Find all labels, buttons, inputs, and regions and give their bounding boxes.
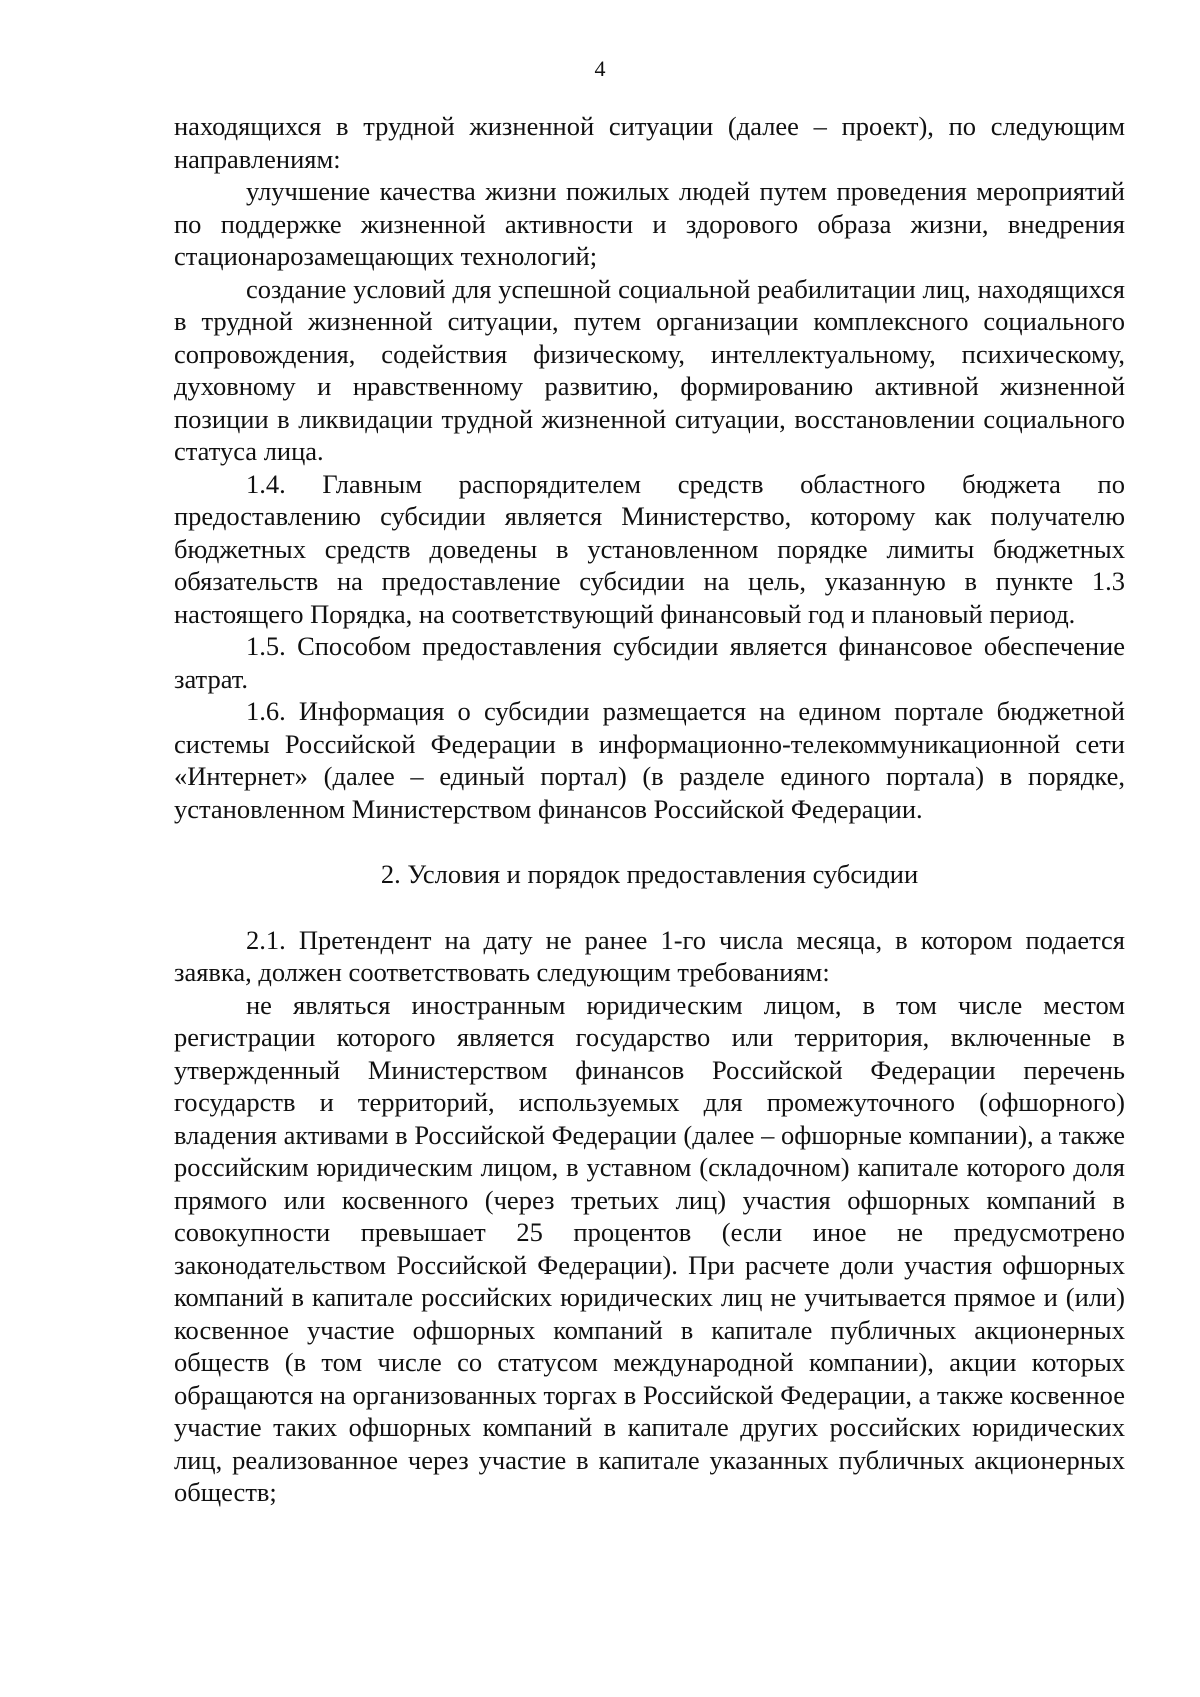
paragraph: улучшение качества жизни пожилых людей путем проведения мероприятий по поддержке жизненной активности и здорового образа жизни, внедрения стационарозамещающих технологий; — [174, 176, 1125, 271]
paragraph: находящихся в трудной жизненной ситуации (далее – проект), по следующим направлениям: — [174, 111, 1125, 174]
page-number: 4 — [594, 56, 606, 81]
paragraph: 1.6. Информация о субсидии размещается на едином портале бюджетной системы Российской Федерации в информационно-телекоммуникационной сети «Интернет» (далее – единый портал) (в разделе единого портала) в порядке, установленном Министерством финансов Российской Федерации. — [174, 696, 1125, 824]
paragraph: 2.1. Претендент на дату не ранее 1-го числа месяца, в котором подается заявка, должен соответствовать следующим требованиям: — [174, 924, 1125, 987]
section-heading: 2. Условия и порядок предоставления субсидии — [380, 859, 919, 889]
document-body — [174, 110, 1125, 1509]
paragraph: 1.5. Способом предоставления субсидии является финансовое обеспечение затрат. — [174, 631, 1125, 694]
paragraph: не являться иностранным юридическим лицом, в том числе местом регистрации которого является государство или территория, включенные в утвержденный Министерством финансов Российской Федерации перечень государств и территорий, используемых для промежуточного (офшорного) владения активами в Российской Федерации (далее – офшорные компании), а также российским юридическим лицом, в уставном (складочном) капитале которого доля прямого или косвенного (через третьих лиц) участия офшорных компаний в совокупности превышает 25 процентов (если иное не предусмотрено законодательством Российской Федерации). При расчете доли участия офшорных компаний в капитале российских юридических лиц не учитывается прямое и (или) косвенное участие офшорных компаний в капитале публичных акционерных обществ (в том числе со статусом международной компании), акции которых обращаются на организованных торгах в Российской Федерации, а также косвенное участие таких офшорных компаний в капитале других российских юридических лиц, реализованное через участие в капитале указанных публичных акционерных обществ; — [174, 989, 1125, 1507]
paragraph: 1.4. Главным распорядителем средств областного бюджета по предоставлению субсидии является Министерство, которому как получателю бюджетных средств доведены в установленном порядке лимиты бюджетных обязательств на предоставление субсидии на цель, указанную в пункте 1.3 настоящего Порядка, на соответствующий финансовый год и плановый период. — [174, 468, 1125, 629]
paragraph: создание условий для успешной социальной реабилитации лиц, находящихся в трудной жизненной ситуации, путем организации комплексного социального сопровождения, содействия физическому, интеллектуальному, психическому, духовному и нравственному развитию, формированию активной жизненной позиции в ликвидации трудной жизненной ситуации, восстановлении социального статуса лица. — [174, 273, 1125, 466]
